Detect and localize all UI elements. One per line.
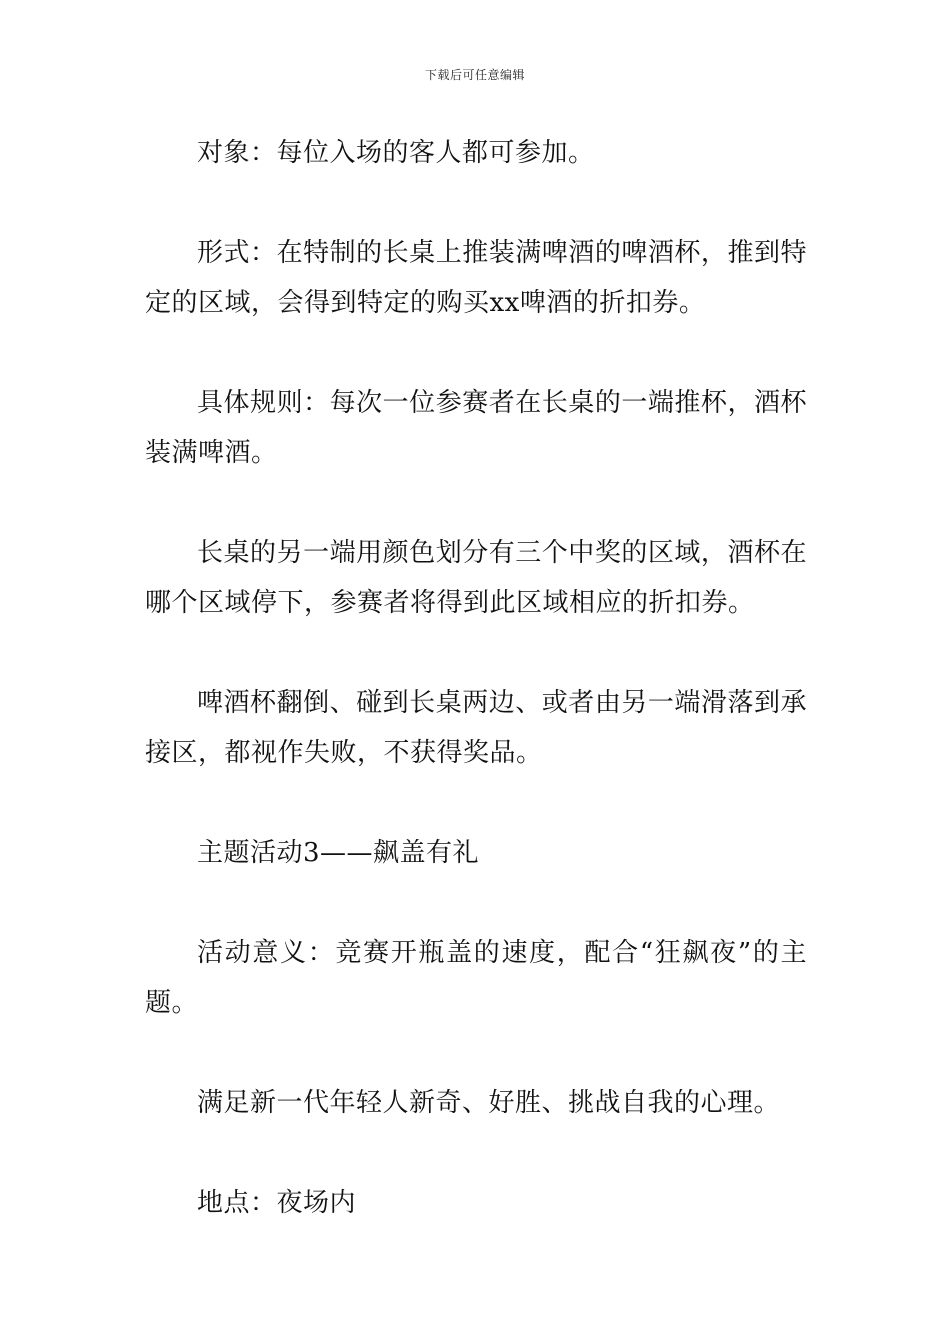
- page-header-note: 下载后可任意编辑: [424, 68, 525, 82]
- paragraph-rules: 具体规则：每次一位参赛者在长桌的一端推杯，酒杯装满啤酒。: [145, 388, 807, 468]
- section-heading-activity-3: 主题活动3——飙盖有礼: [197, 838, 480, 868]
- paragraph-psychology: 满足新一代年轻人新奇、好胜、挑战自我的心理。: [197, 1088, 781, 1118]
- paragraph-significance: 活动意义：竞赛开瓶盖的速度，配合“狂飙夜”的主题。: [145, 938, 807, 1018]
- paragraph-zones: 长桌的另一端用颜色划分有三个中奖的区域，酒杯在哪个区域停下，参赛者将得到此区域相应的折扣券。: [145, 538, 807, 618]
- paragraph-location: 地点：夜场内: [197, 1188, 357, 1218]
- document-body: [145, 128, 807, 1228]
- paragraph-target-audience: 对象：每位入场的客人都可参加。: [197, 138, 595, 168]
- paragraph-format: 形式：在特制的长桌上推装满啤酒的啤酒杯，推到特定的区域，会得到特定的购买xx啤酒的折扣券。: [145, 238, 807, 318]
- paragraph-failure: 啤酒杯翻倒、碰到长桌两边、或者由另一端滑落到承接区，都视作失败，不获得奖品。: [145, 688, 807, 768]
